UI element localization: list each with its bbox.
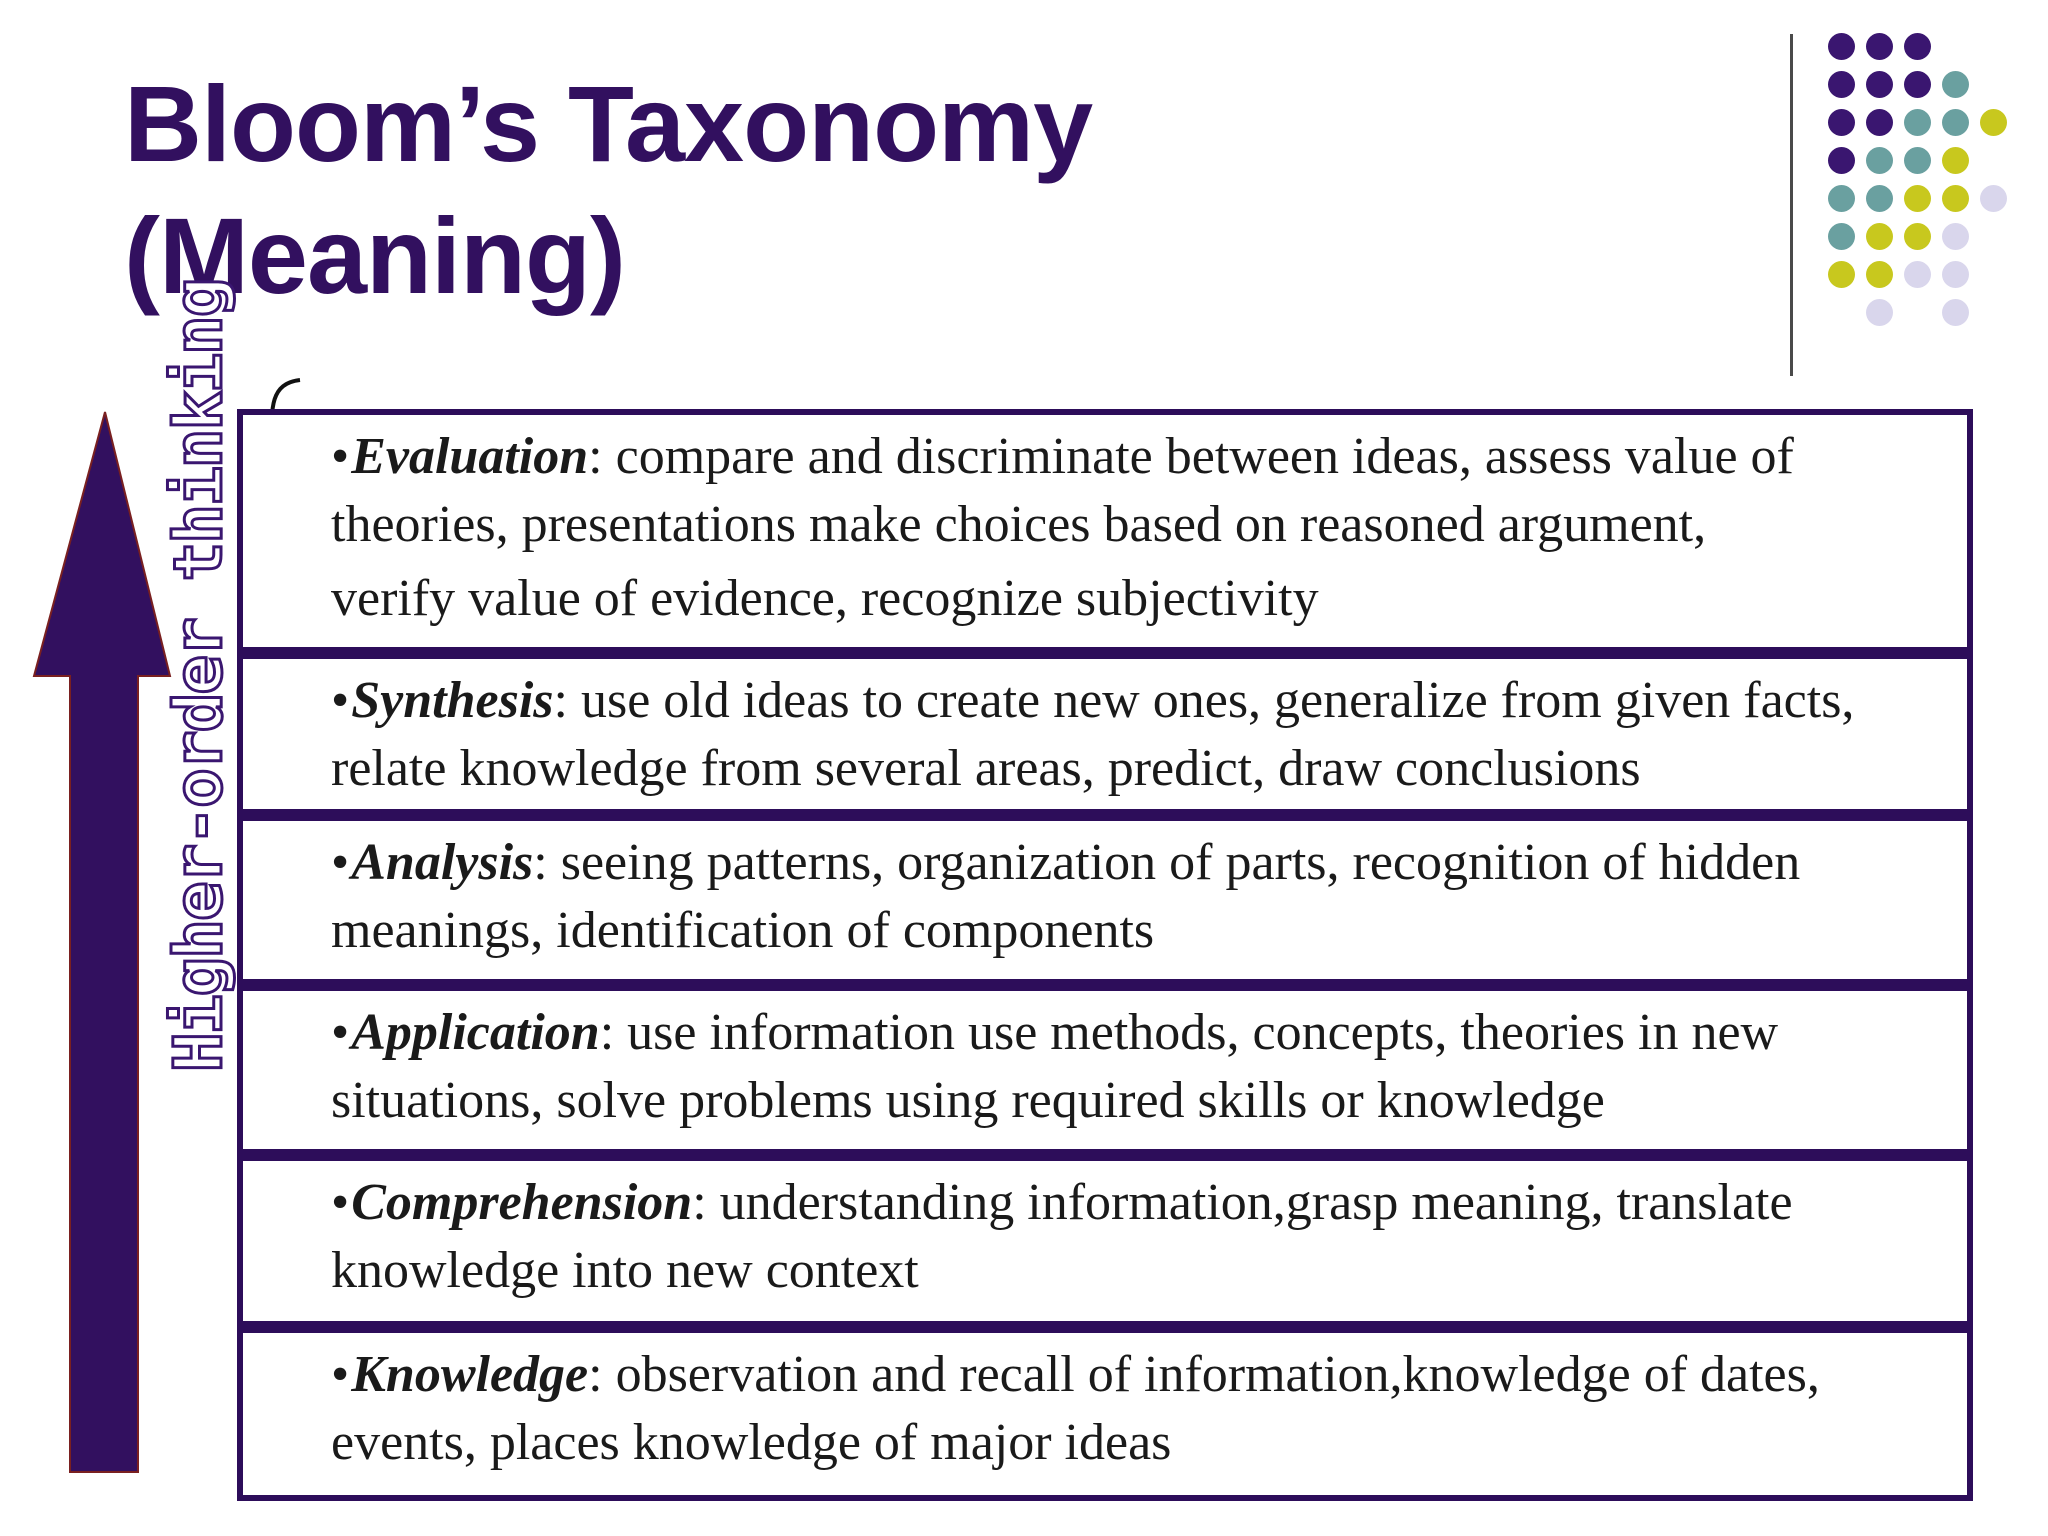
level-description: : seeing patterns, organization of parts, recognition of hidden meanings, identification of components (331, 834, 1801, 959)
level-term: Synthesis (351, 672, 554, 729)
level-knowledge (237, 1327, 1973, 1501)
dot (1904, 223, 1931, 250)
dot (1904, 261, 1931, 288)
bullet: • (331, 1174, 350, 1231)
level-description: : use information use methods, concepts, theories in new situations, solve problems using required skills or knowledge (331, 1004, 1779, 1129)
dot (1942, 299, 1969, 326)
dot (1866, 299, 1893, 326)
level-analysis (237, 815, 1973, 985)
level-term: Application (351, 1004, 600, 1061)
dot (1866, 71, 1893, 98)
dot (1904, 33, 1931, 60)
dot (1828, 261, 1855, 288)
dot (1942, 71, 1969, 98)
level-evaluation (237, 409, 1973, 653)
dot (1828, 33, 1855, 60)
dot (1866, 185, 1893, 212)
dot (1942, 261, 1969, 288)
level-term: Comprehension (351, 1174, 693, 1231)
up-arrow-icon (30, 408, 180, 1478)
dot (1980, 185, 2007, 212)
higher-order-thinking-label: Higher-order thinking (160, 279, 237, 1072)
bullet: • (331, 834, 350, 891)
level-description: : compare and discriminate between ideas, assess value of theories, presentations make choices based on reasoned argument, (331, 428, 1794, 553)
dot (1980, 109, 2007, 136)
dot (1942, 223, 1969, 250)
dot (1866, 223, 1893, 250)
dot (1866, 147, 1893, 174)
dot (1942, 185, 1969, 212)
level-synthesis (237, 653, 1973, 815)
dot (1904, 185, 1931, 212)
dot (1828, 109, 1855, 136)
level-term: Analysis (351, 834, 534, 891)
dot (1828, 185, 1855, 212)
dot (1828, 147, 1855, 174)
dot (1904, 109, 1931, 136)
level-term: Knowledge (351, 1346, 589, 1403)
level-description: : understanding information,grasp meaning, translate knowledge into new context (331, 1174, 1793, 1299)
dot (1904, 71, 1931, 98)
level-description: : observation and recall of information,knowledge of dates, events, places knowledge of major ideas (331, 1346, 1820, 1471)
taxonomy-levels (237, 409, 1973, 1501)
level-term: Evaluation (351, 428, 589, 485)
dot (1866, 261, 1893, 288)
dot (1828, 223, 1855, 250)
bullet: • (331, 428, 350, 485)
dot (1942, 147, 1969, 174)
decorative-dot-grid (0, 0, 2048, 400)
bullet: • (331, 672, 350, 729)
dot (1942, 109, 1969, 136)
dot (1904, 147, 1931, 174)
level-comprehension (237, 1155, 1973, 1327)
slide-title-line1: Bloom’s Taxonomy (124, 63, 1093, 184)
bullet: • (331, 1004, 350, 1061)
level-description: : use old ideas to create new ones, generalize from given facts, relate knowledge from several areas, predict, draw conclusions (331, 672, 1855, 797)
bullet: • (331, 1346, 350, 1403)
dot (1866, 109, 1893, 136)
level-description-continued: verify value of evidence, recognize subjectivity (331, 570, 1319, 627)
level-application (237, 985, 1973, 1155)
dot (1866, 33, 1893, 60)
slide-title-line2: (Meaning) (124, 195, 625, 316)
dot (1828, 71, 1855, 98)
